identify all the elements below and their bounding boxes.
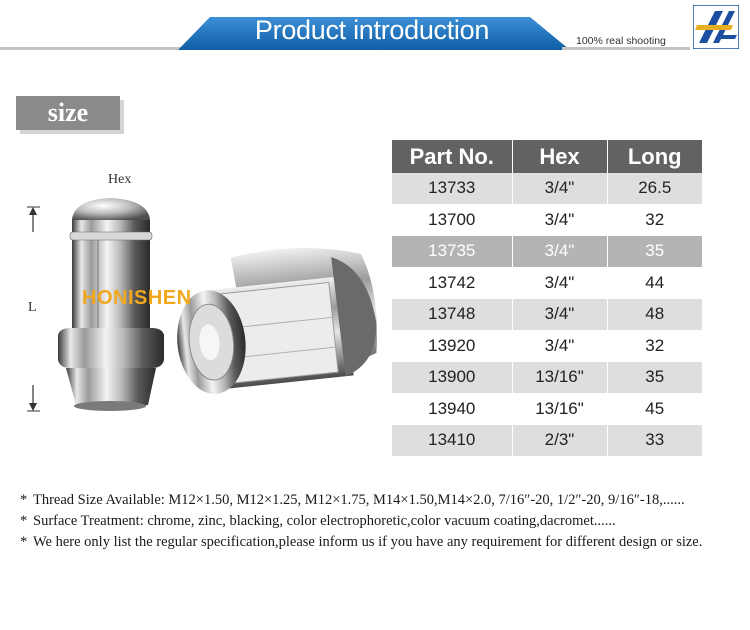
part-no-cell: 13920 [392, 330, 512, 362]
table-row [392, 425, 702, 457]
list-item [20, 490, 735, 511]
table-row [392, 330, 702, 362]
note-surface-treatment: Surface Treatment: chrome, zinc, blacking, color electrophoretic,color vacuum coating,dacromet...... [33, 513, 616, 529]
bullet-mark: * [20, 534, 28, 550]
hex-cell: 3/4" [512, 204, 607, 236]
note-thread-size: Thread Size Available: M12×1.50, M12×1.25, M12×1.75, M14×1.50,M14×2.0, 7/16″-20, 1/2″-20, 9/16″-18,...... [33, 492, 685, 508]
hex-cell: 3/4" [512, 236, 607, 268]
length-dimension-label: L [28, 300, 37, 315]
long-cell: 45 [607, 393, 702, 425]
part-no-cell: 13700 [392, 204, 512, 236]
brand-watermark: HONISHEN [82, 287, 192, 309]
long-cell: 32 [607, 330, 702, 362]
list-item [20, 511, 735, 532]
long-cell: 48 [607, 299, 702, 331]
hex-cell: 3/4" [512, 173, 607, 204]
spec-table [392, 140, 702, 457]
column-header-long: Long [607, 140, 702, 173]
table-row [392, 393, 702, 425]
banner-subtitle: 100% real shooting [576, 35, 666, 47]
hex-cell: 13/16" [512, 393, 607, 425]
part-no-cell: 13410 [392, 425, 512, 457]
table-row [392, 299, 702, 331]
hex-cell: 3/4" [512, 299, 607, 331]
column-header-hex: Hex [512, 140, 607, 173]
part-no-cell: 13735 [392, 236, 512, 268]
long-cell: 35 [607, 236, 702, 268]
long-cell: 26.5 [607, 173, 702, 204]
long-cell: 35 [607, 362, 702, 394]
long-cell: 32 [607, 204, 702, 236]
hex-cell: 2/3" [512, 425, 607, 457]
note-custom-request: We here only list the regular specification,please inform us if you have any requirement for different design or size. [33, 534, 703, 550]
bullet-mark: * [20, 492, 28, 508]
section-tag-size: size [16, 96, 120, 130]
column-header-part-no: Part No. [392, 140, 512, 173]
long-cell: 44 [607, 267, 702, 299]
hex-cell: 3/4" [512, 267, 607, 299]
header-banner [0, 0, 750, 62]
part-no-cell: 13733 [392, 173, 512, 204]
notes-list [20, 490, 735, 553]
hex-cell: 13/16" [512, 362, 607, 394]
table-row [392, 204, 702, 236]
lug-nut-image [10, 160, 390, 450]
part-no-cell: 13900 [392, 362, 512, 394]
table-row [392, 362, 702, 394]
hex-cell: 3/4" [512, 330, 607, 362]
page-title: Product introduction [254, 15, 490, 45]
list-item [20, 532, 735, 553]
table-row [392, 267, 702, 299]
part-no-cell: 13748 [392, 299, 512, 331]
table-header-row [392, 140, 702, 173]
table-row [392, 236, 702, 268]
long-cell: 33 [607, 425, 702, 457]
company-logo-icon [693, 5, 739, 49]
hex-dimension-label: Hex [108, 172, 132, 187]
part-no-cell: 13742 [392, 267, 512, 299]
table-row [392, 173, 702, 204]
product-illustration [10, 160, 390, 450]
bullet-mark: * [20, 513, 28, 529]
part-no-cell: 13940 [392, 393, 512, 425]
